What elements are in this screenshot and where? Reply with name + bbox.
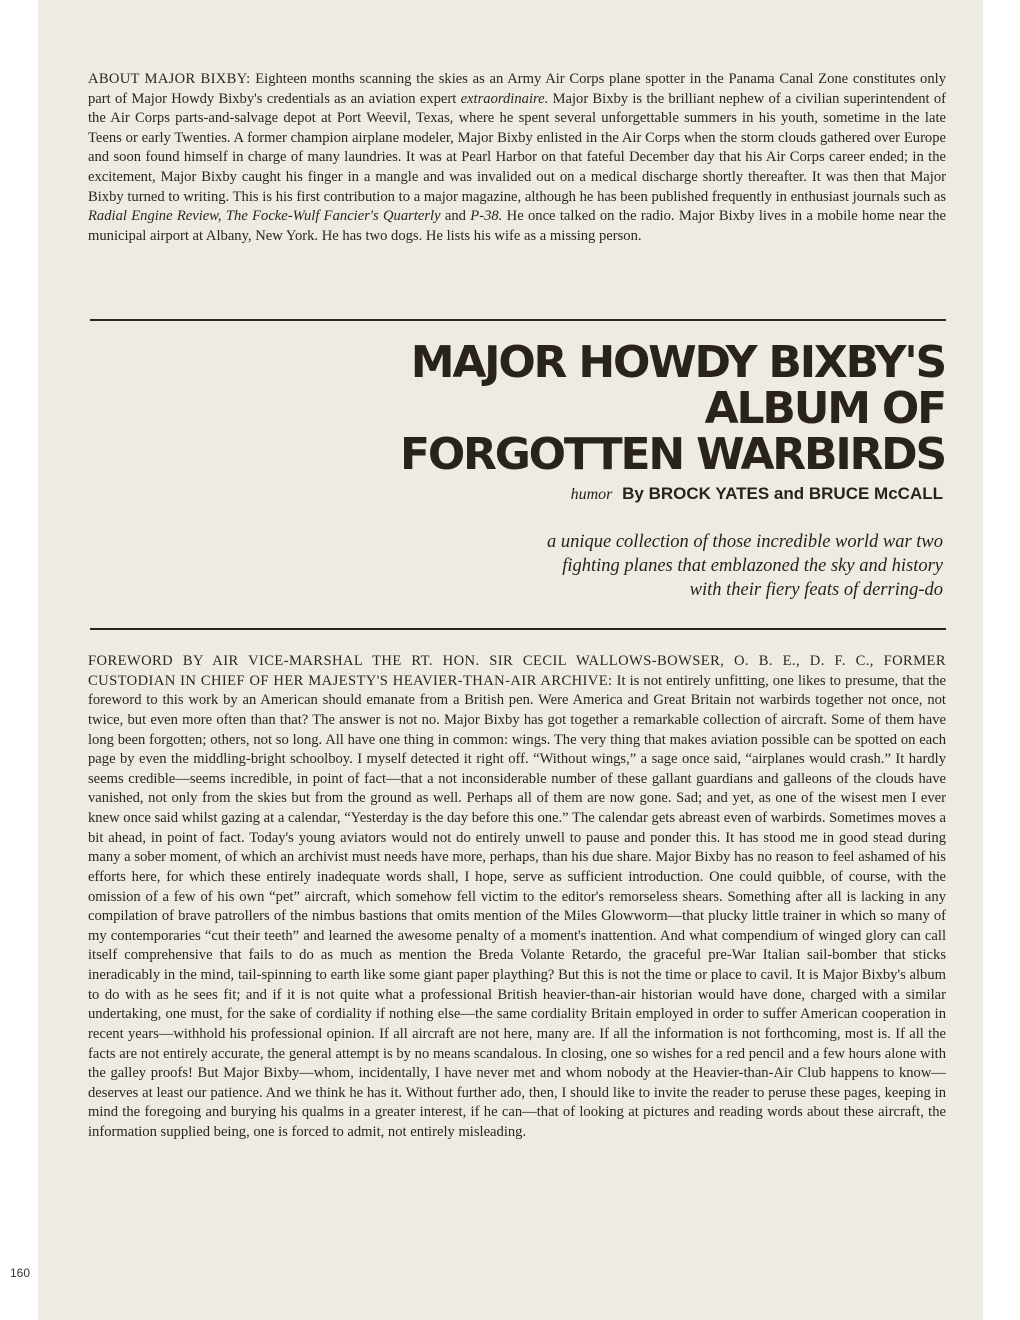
headline-line-3: FORGOTTEN WARBIRDS xyxy=(400,429,945,480)
about-emphasis: extraordinaire. xyxy=(460,90,549,107)
byline-by: By xyxy=(622,484,644,503)
about-and: and xyxy=(444,208,466,225)
journal-titles: Radial Engine Review, The Focke-Wulf Fancier's Quarterly xyxy=(88,208,441,225)
about-text-2: Major Bixby is the brilliant nephew of a civilian superintendent of the Air Corps parts-and-salvage depot at Port Weevil, Texas, where he spent several unforgettable summers in his youth, sometime in the late Teens or early Twenties. A former champion airplane modeler, Major Bixby enlisted in the Air Corps when the storm clouds gathered over Europe and soon found himself in charge of many laundries. It was at Pearl Harbor on that fateful December day that his Air Corps career ended; in the excitement, Major Bixby caught his finger in a mangle and was invalided out on a medical discharge shortly thereafter. It was then that Major Bixby turned to writing. This is his first contribution to a major magazine, although he has been published frequently in enthusiast journals such as xyxy=(88,90,946,205)
byline xyxy=(571,484,943,504)
tagline-line-3: with their fiery feats of derring-do xyxy=(689,580,943,600)
article-headline xyxy=(245,337,945,480)
journal-title-p38: P-38. xyxy=(470,208,503,225)
foreword-lead: FOREWORD BY AIR VICE-MARSHAL THE RT. HON. SIR CECIL WALLOWS-BOWSER, O. B. E., D. F. C., FORMER CUSTODIAN IN CHIEF OF HER MAJESTY'S HEAVIER-THAN-AIR ARCHIVE: xyxy=(88,653,946,689)
about-text-3: He once talked on the radio. Major Bixby lives in a mobile home near the municipal airport at Albany, New York. He has two dogs. He lists his wife as a missing person. xyxy=(88,208,947,244)
tagline-line-1: a unique collection of those incredible world war two xyxy=(547,532,943,552)
section-tag: humor xyxy=(570,486,613,503)
foreword-body: It is not entirely unfitting, one likes to presume, that the foreword to this work by an American should emanate from a British pen. Were America and Great Britain not warbirds together not once, not twice, but even more often than that? The answer is not no. Major Bixby has got together a remarkable collection of aircraft. Some of them have long been forgotten; others, not so long. All have one thing in common: wings. The very thing that makes aviation possible can be spotted on each page by even the middling-bright schoolboy. I myself detected it right off. “Without wings,” a sage once said, “airplanes would crash.” It hardly seems credible—seems incredible, in point of fact—that a not inconsiderable number of these gallant guardians and galleons of the clouds have vanished, not only from the skies but from the ground as well. Perhaps all of them are now gone. Sad; and yet, as one of the wisest men I ever knew once said whilst gazing at a calendar, “Yesterday is the day before this one.” The calendar gets abreast even of warbirds. Sometimes moves a bit ahead, in point of fact. Today's young aviators would not do entirely unwell to pause and ponder this. It has stood me in good stead during many a sober moment, of which an archivist must needs have more, perhaps, than his due share. Major Bixby has no reason to feel ashamed of his efforts here, for which these entirely inadequate words shall, I hope, serve as sufficient introduction. One could quibble, of course, with the omission of a few of his own “pet” aircraft, which somehow fell victim to the editor's remorseless shears. Something after all is lacking in any compilation of brave patrollers of the nimbus bastions that omits mention of the Miles Glowworm—that plucky little trainer in which so many of my contemporaries “cut their teeth” and learned the awesome penalty of a moment's inattention. And what compendium of winged glory can call itself comprehensive that fails to do as much as mention the Breda Volante Retardo, the graceful pre-War Italian sail-bomber that sticks ineradicably in the mind, tail-spinning to earth like some giant paper plaything? But this is not the time or place to cavil. It is Major Bixby's album to do with as he sees fit; and if it is not quite what a professional British heavier-than-air historian would have done, charged with a similar undertaking, one must, for the sake of cordiality if nothing else—the same cordiality Britain employed in order to suffer American cooperation in recent years—withhold his professional opinion. If all aircraft are not here, many are. If all the information is not forthcoming, most is. If all the facts are not entirely accurate, the general attempt is by no means scandalous. In closing, one so wishes for a red pencil and a few hours alone with the galley proofs! But Major Bixby—whom, incidentally, I have never met and whom nobody at the Heavier-than-Air Club happens to know—deserves at least our patience. And we think he has it. Without further ado, then, I should like to invite the reader to peruse these pages, keeping in mind the foregoing and burying his qualms in a greater interest, if he can—that of looking at pictures and reading words about these aircraft, the information supplied being, one is forced to admit, not entirely misleading. xyxy=(88,672,946,1140)
article-tagline xyxy=(423,530,943,602)
tagline-line-2: fighting planes that emblazoned the sky and history xyxy=(562,556,943,576)
headline-line-2: ALBUM OF xyxy=(704,383,945,434)
foreword-paragraph xyxy=(88,652,946,1143)
page-number: 160 xyxy=(10,1266,31,1280)
magazine-page xyxy=(38,0,983,1320)
byline-authors: BROCK YATES and BRUCE McCALL xyxy=(648,484,943,503)
about-text-1: Eighteen months scanning the skies as an Army Air Corps plane spotter in the Panama Canal Zone constitutes only part of Major Howdy Bixby's credentials as an aviation expert xyxy=(88,71,946,107)
bottom-divider xyxy=(90,628,946,630)
about-lead: ABOUT MAJOR BIXBY: xyxy=(88,71,251,87)
top-divider xyxy=(90,319,946,321)
headline-line-1: MAJOR HOWDY BIXBY'S xyxy=(410,337,945,388)
about-author-paragraph xyxy=(88,70,946,246)
